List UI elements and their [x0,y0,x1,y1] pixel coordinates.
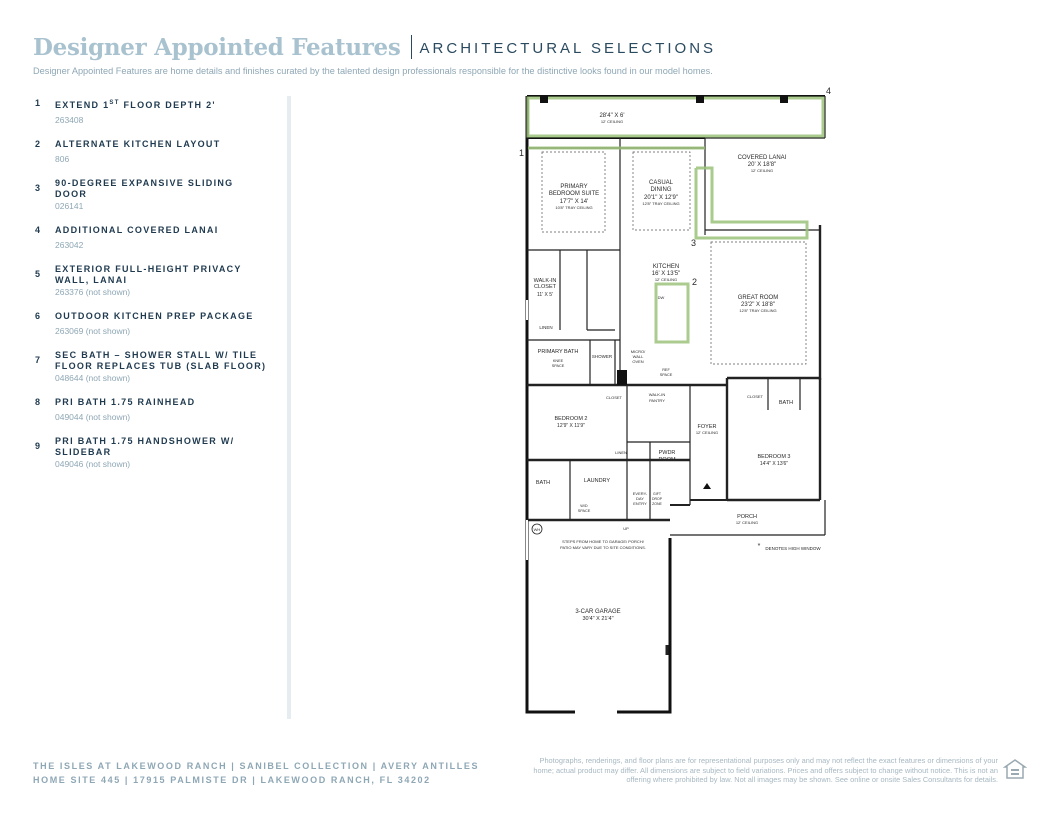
feature-number: 7 [35,355,41,365]
steps-note-l2: PATIO MAY VARY DUE TO SITE CONDITIONS. [560,545,646,550]
casual-dining-name1: CASUAL [648,180,674,186]
primary-bedroom-name1: PRIMARY [560,184,588,190]
linen-label-2: LINEN [615,450,627,455]
title-divider [411,35,412,59]
feature-number: 2 [35,139,41,149]
feature-name: ALTERNATE KITCHEN LAYOUT [55,139,221,149]
micro-l3: OVEN [632,359,644,364]
bedroom2-name: BEDROOM 2 [554,416,588,422]
kitchen-dw: DW [657,295,665,300]
feature-number: 5 [35,269,41,279]
closet-label-2: CLOSET [746,394,764,399]
lanai-top-ceiling: 12' CEILING [600,119,624,124]
highlight-kitchen-layout [656,284,688,342]
feature-item-2 [35,139,275,164]
footer-line-1: THE ISLES AT LAKEWOOD RANCH | SANIBEL COLLECTION | AVERY ANTILLES [33,761,480,771]
feature-code: 263069 (not shown) [55,326,131,336]
feature-item-4 [35,225,275,250]
high-window-note: DENOTES HIGH WINDOW [765,546,821,551]
page-description: Designer Appointed Features are home details and finishes curated by the talented design professionals responsible for the distinctive looks found in our model homes. [33,66,713,76]
footer-line-2: HOME SITE 445 | 17915 PALMISTE DR | LAKEWOOD RANCH, FL 34202 [33,775,431,785]
bath-right-label: BATH [778,400,794,406]
highlight-extend-depth [528,98,823,136]
covered-lanai-name: COVERED LANAI [737,155,787,161]
covered-lanai-dims: 20' X 18'8" [747,162,777,168]
feature-number: 3 [35,183,41,193]
foyer-ceiling: 12' CEILING [695,430,719,435]
feature-name: EXTERIOR FULL-HEIGHT PRIVACY WALL, LANAI [55,264,242,285]
marker-2: 2 [692,277,698,287]
pantry-l2: PANTRY [649,398,665,403]
wd-l1: W/D [580,504,588,508]
feature-number: 1 [35,98,41,108]
page-subtitle: ARCHITECTURAL SELECTIONS [419,40,717,57]
gift-l1: GIFT [653,492,661,496]
primary-bath-knee2: SPACE [551,364,565,368]
steps-note-l1: STEPS FROM HOME TO GARAGE/ PORCH/ [562,539,644,544]
outer-wall-garage-east [617,538,670,712]
garage-dims: 30'4" X 21'4" [582,616,614,622]
bedroom3-dims: 14'4" X 13'6" [759,461,789,467]
feature-number: 8 [35,397,41,407]
gift-l3: ZONE [652,502,662,506]
feature-number: 4 [35,225,41,235]
floor-plan [505,84,840,724]
feature-name-sup: ST [109,100,120,106]
page-header [33,34,716,61]
feature-code: 049046 (not shown) [55,459,131,469]
foyer-name: FOYER [697,424,717,430]
feature-item-3 [35,178,275,211]
feature-name: OUTDOOR KITCHEN PREP PACKAGE [55,311,254,321]
everyday-l2: DAY [636,496,644,501]
micro-l2: WALL [632,354,644,359]
pwdr-l2: ROOM [658,457,676,463]
feature-code: 048644 (not shown) [55,373,131,383]
pantry-l1: WALK-IN [648,392,666,397]
feature-item-1 [35,98,275,125]
bedroom2-dims: 12'9" X 11'9" [557,423,585,429]
footer-disclaimer: Photographs, renderings, and floor plans are for representational purposes only and may not reflect the exact features or dimensions of your home; actual product may differ. All dimensions are subject to field variations. Prices and offers subject to change without notice. This is not an offering where prohibited by law. Not all images may be shown. See online or onsite Sales Consultants for details. [533,756,998,784]
micro-l1: MICRO/ [630,349,646,354]
feature-name: PRI BATH 1.75 RAINHEAD [55,397,196,407]
marker-1: 1 [519,148,525,158]
equal-housing-icon [1003,758,1027,782]
everyday-l3: ENTRY [633,501,647,506]
kitchen-ceiling: 12' CEILING [654,277,678,282]
primary-bedroom-dims: 17'7" X 14' [559,199,589,205]
feature-name: SEC BATH – SHOWER STALL W/ TILE FLOOR REPLACES TUB (SLAB FLOOR) [55,350,267,371]
up-label: UP [623,526,629,531]
high-window-star: * [757,543,761,550]
kitchen-name: KITCHEN [652,264,680,270]
marker-4: 4 [826,86,832,96]
laundry-label: LAUNDRY [583,478,611,484]
porch-name: PORCH [737,514,757,520]
walk-in-closet-dims: 11' X 5' [537,292,553,298]
ref-l1: REF [662,368,670,372]
feature-name [55,98,275,111]
porch-ceiling: 12' CEILING [735,520,759,525]
primary-bath-knee1: KNEE [552,359,564,363]
feature-code: 263042 [55,240,84,250]
feature-name: 90-DEGREE EXPANSIVE SLIDING DOOR [55,178,234,199]
feature-item-9 [35,436,275,469]
feature-code: 026141 [55,201,84,211]
feature-code: 806 [55,154,70,164]
shower-label: SHOWER [591,354,613,359]
primary-bedroom-name2: BEDROOM SUITE [548,191,600,197]
everyday-l1: EVERY- [632,491,648,496]
feature-name: PRI BATH 1.75 HANDSHOWER W/ SLIDEBAR [55,436,235,457]
casual-dining-ceiling: 12'8" TRAY CEILING [642,201,680,206]
feature-item-5 [35,264,275,297]
kitchen-dims: 16' X 13'5" [651,271,681,277]
primary-bedroom-ceiling: 10'8" TRAY CEILING [555,205,593,210]
casual-dining-dims: 20'1" X 12'9" [644,195,678,201]
garage-name: 3-CAR GARAGE [575,609,621,615]
pwdr-l1: PWDR [658,450,676,456]
great-room-dims: 23'2" X 18'8" [741,302,775,308]
lanai-top-dims: 28'4" X 6' [599,113,625,119]
feature-code: 263408 [55,115,84,125]
primary-bath-name: PRIMARY BATH [537,349,579,355]
walk-in-closet-name2: CLOSET [533,284,557,290]
water-heater-label: WH [533,527,541,532]
gift-l2: DROP [651,497,663,501]
feature-item-6 [35,311,275,336]
feature-name-part: EXTEND 1 [55,100,110,110]
feature-list [35,98,275,469]
feature-code: 049044 (not shown) [55,412,131,422]
casual-dining-name2: DINING [650,187,672,193]
great-room-name: GREAT ROOM [737,295,779,301]
linen-label-1: LINEN [539,325,553,330]
feature-item-7 [35,350,275,383]
closet-label-1: CLOSET [605,395,623,400]
great-room-ceiling: 12'8" TRAY CEILING [739,308,777,313]
feature-item-8 [35,397,275,422]
feature-code: 263376 (not shown) [55,287,131,297]
covered-lanai-ceiling: 12' CEILING [750,168,774,173]
feature-name: ADDITIONAL COVERED LANAI [55,225,219,235]
walk-in-closet-name1: WALK-IN [533,278,557,284]
footer-address [33,759,479,787]
ref-l2: SPACE [659,373,673,377]
marker-3: 3 [691,238,697,248]
page-title: Designer Appointed Features [33,34,401,61]
bath-left-label: BATH [535,480,551,486]
column-divider [287,96,291,719]
highlight-sliding-door [696,168,807,238]
bedroom3-name: BEDROOM 3 [757,454,791,460]
wd-l2: SPACE [577,509,591,513]
feature-name-part: FLOOR DEPTH 2' [119,100,216,110]
feature-number: 9 [35,441,41,451]
feature-number: 6 [35,311,41,321]
